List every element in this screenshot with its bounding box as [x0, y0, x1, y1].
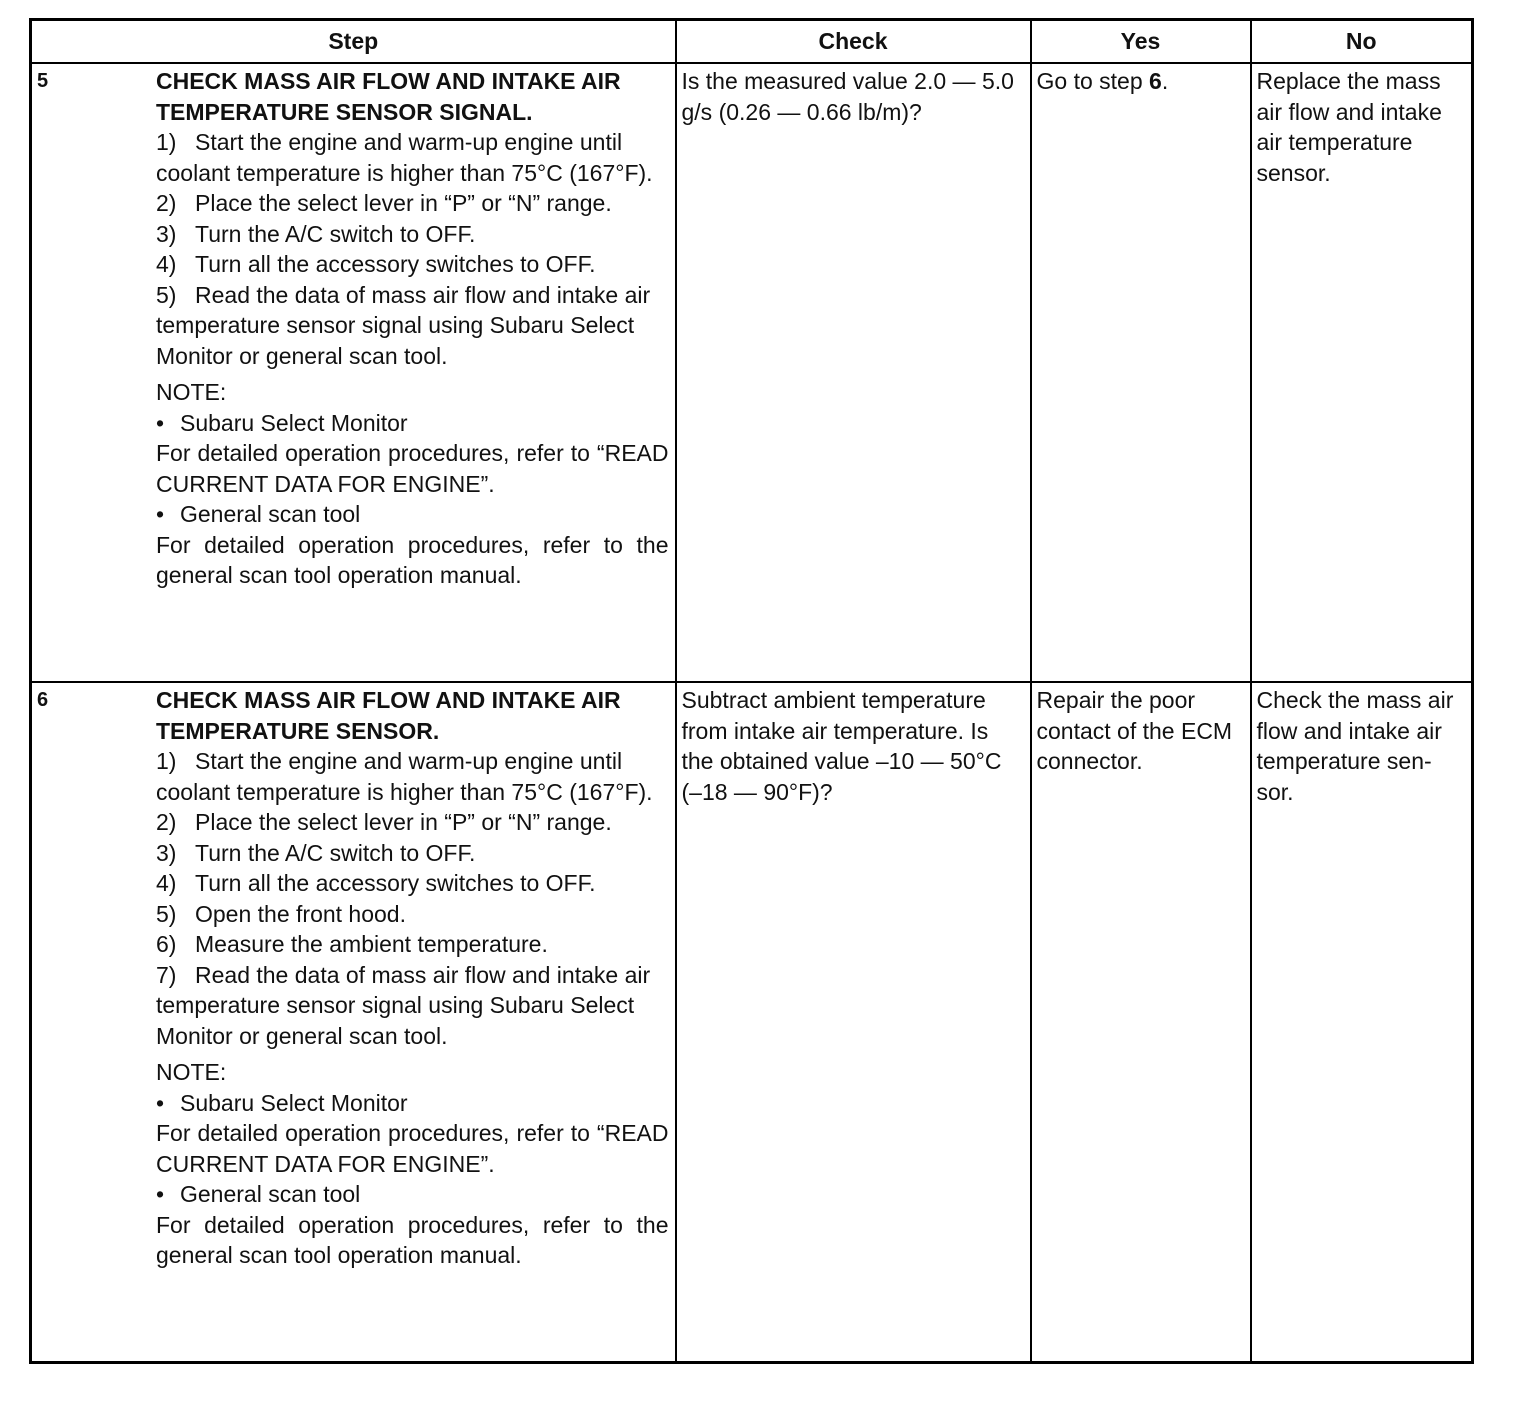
table-row — [31, 682, 1473, 1362]
header-check: Check — [676, 20, 1031, 64]
step-number: 6 — [37, 689, 49, 711]
note-bullet — [156, 499, 669, 530]
substep-text: Read the data of mass air flow and intake air temperature sensor signal using Subaru Select Monitor or general scan tool. — [156, 281, 651, 369]
no-cell: Check the mass air flow and intake air temperature sen-sor. — [1251, 682, 1473, 1362]
note-bullet-text: Subaru Select Monitor — [180, 409, 408, 436]
substep — [156, 249, 669, 280]
substep-text: Place the select lever in “P” or “N” range. — [195, 809, 612, 835]
substep — [156, 960, 669, 1052]
substep — [156, 929, 669, 960]
note-bullet — [156, 1088, 669, 1119]
substep-text: Start the engine and warm-up engine until coolant temperature is higher than 75°C (167°F). — [156, 748, 653, 805]
check-cell: Is the measured value 2.0 — 5.0 g/s (0.26 — 0.66 lb/m)? — [676, 63, 1031, 682]
substep — [156, 868, 669, 899]
substep-text: Turn the A/C switch to OFF. — [195, 220, 476, 247]
yes-suffix: . — [1161, 68, 1169, 94]
substep-number: 7) — [156, 961, 177, 988]
bullet-icon: • — [156, 501, 165, 527]
bullet-icon: • — [156, 1089, 165, 1116]
header-step: Step — [31, 20, 676, 64]
substep — [156, 838, 669, 869]
yes-step-number: 6 — [1149, 68, 1162, 94]
substep-number: 4) — [156, 251, 177, 277]
substep — [156, 188, 669, 219]
substep — [156, 280, 669, 372]
step-title: CHECK MASS AIR FLOW AND INTAKE AIR TEMPERATURE SENSOR SIGNAL. — [156, 68, 621, 125]
note-text: For detailed operation procedures, refer to the general scan tool operation manual. — [156, 531, 669, 588]
bullet-icon: • — [156, 409, 165, 436]
substep-text: Open the front hood. — [195, 900, 406, 927]
substep-text: Turn all the accessory switches to OFF. — [195, 251, 596, 277]
substep-number: 1) — [156, 748, 177, 774]
yes-cell — [1031, 63, 1251, 682]
step-title: CHECK MASS AIR FLOW AND INTAKE AIR TEMPERATURE SENSOR. — [156, 687, 621, 744]
substep-number: 5) — [156, 900, 177, 927]
substep-text: Turn all the accessory switches to OFF. — [195, 870, 596, 896]
substep-number: 1) — [156, 129, 177, 155]
table-row — [31, 63, 1473, 682]
substep — [156, 219, 669, 250]
substep-number: 4) — [156, 870, 177, 896]
substep-number: 3) — [156, 839, 177, 866]
header-row — [31, 20, 1473, 64]
substep-text: Place the select lever in “P” or “N” range. — [195, 190, 612, 216]
note-label: NOTE: — [156, 379, 227, 405]
substep-number: 6) — [156, 931, 177, 957]
diagnostic-table — [29, 18, 1474, 1364]
note-text: For detailed operation procedures, refer to “READ CURRENT DATA FOR ENGINE”. — [156, 440, 669, 497]
note-label: NOTE: — [156, 1059, 227, 1085]
substep-number: 5) — [156, 281, 177, 308]
substep-number: 3) — [156, 220, 177, 247]
bullet-icon: • — [156, 1181, 165, 1207]
substep — [156, 746, 669, 807]
note-bullet-text: Subaru Select Monitor — [180, 1089, 408, 1116]
note-bullet-text: General scan tool — [180, 501, 361, 527]
header-no: No — [1251, 20, 1473, 64]
header-yes: Yes — [1031, 20, 1251, 64]
substep-text: Start the engine and warm-up engine until coolant temperature is higher than 75°C (167°F). — [156, 129, 653, 186]
note-bullet — [156, 1179, 669, 1210]
substep-text: Turn the A/C switch to OFF. — [195, 839, 476, 866]
substep-number: 2) — [156, 190, 177, 216]
step-number: 5 — [37, 70, 49, 92]
step-cell — [31, 682, 676, 1362]
note-text: For detailed operation procedures, refer to “READ CURRENT DATA FOR ENGINE”. — [156, 1120, 669, 1177]
note-bullet — [156, 408, 669, 439]
substep-text: Measure the ambient temperature. — [195, 931, 548, 957]
yes-text: Go to step — [1036, 68, 1150, 94]
no-cell: Replace the mass air flow and intake air temperature sensor. — [1251, 63, 1473, 682]
substep-text: Read the data of mass air flow and intake air temperature sensor signal using Subaru Select Monitor or general scan tool. — [156, 961, 651, 1049]
substep — [156, 899, 669, 930]
yes-cell: Repair the poor contact of the ECM connector. — [1031, 682, 1251, 1362]
check-cell: Subtract ambient temperature from intake air temperature. Is the obtained value –10 — 50°C (–18 — 90°F)? — [676, 682, 1031, 1362]
note-bullet-text: General scan tool — [180, 1181, 361, 1207]
substep — [156, 127, 669, 188]
substep-number: 2) — [156, 809, 177, 835]
step-cell — [31, 63, 676, 682]
substep — [156, 807, 669, 838]
note-text: For detailed operation procedures, refer to the general scan tool operation manual. — [156, 1211, 669, 1268]
